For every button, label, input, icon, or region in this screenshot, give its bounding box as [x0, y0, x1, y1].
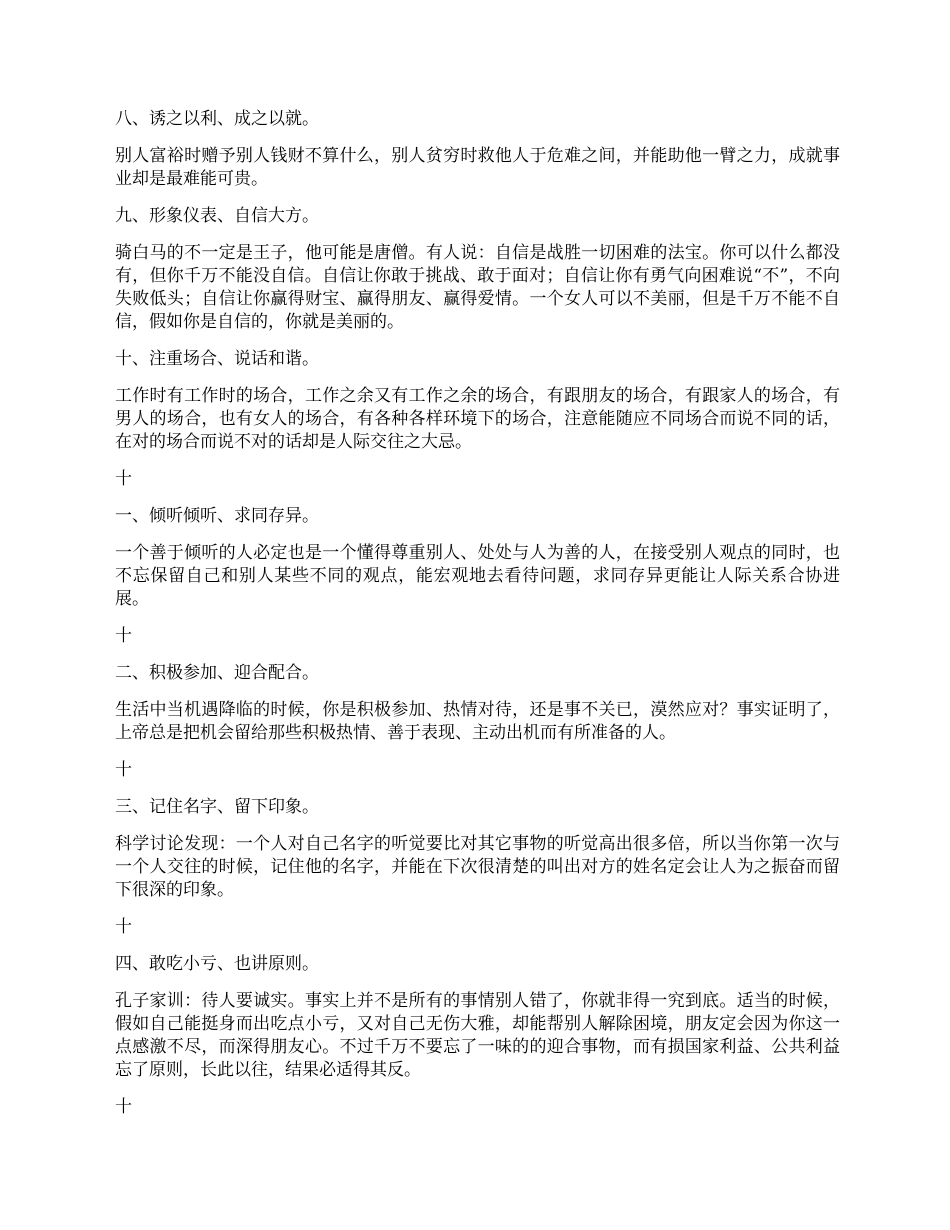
- section-heading: 九、形象仪表、自信大方。: [115, 206, 319, 226]
- section-paragraph: 生活中当机遇降临的时候，你是积极参加、热情对待，还是事不关已，漠然应对？事实证明了，上帝总是把机会留给那些积极热情、善于表现、主动出机而有所准备的人。: [115, 700, 840, 743]
- section-heading: 十、注重场合、说话和谐。: [115, 349, 319, 369]
- section-heading: 三、记住名字、留下印象。: [115, 797, 319, 817]
- section-number-fragment: 十: [115, 626, 132, 646]
- section-heading: 一、倾听倾听、求同存异。: [115, 506, 319, 526]
- section-heading: 四、敢吃小亏、也讲原则。: [115, 954, 319, 974]
- section-paragraph: 一个善于倾听的人必定也是一个懂得尊重别人、处处与人为善的人，在接受别人观点的同时，也不忘保留自己和别人某些不同的观点，能宏观地去看待问题，求同存异更能让人际关系合协进展。: [115, 543, 840, 609]
- section-paragraph: 孔子家训：待人要诚实。事实上并不是所有的事情别人错了，你就非得一究到底。适当的时候，假如自己能挺身而出吃点小亏，又对自己无伤大雅，却能帮别人解除困境，朋友定会因为你这一点感激不尽，而深得朋友心。不过千万不要忘了一味的的迎合事物，而有损国家利益、公共利益忘了原则，长此以往，结果必适得其反。: [115, 991, 840, 1080]
- section-paragraph: 工作时有工作时的场合，工作之余又有工作之余的场合，有跟朋友的场合，有跟家人的场合，有男人的场合，也有女人的场合，有各种各样环境下的场合，注意能随应不同场合而说不同的话，在对的场合而说不对的话却是人际交往之大忌。: [115, 386, 840, 452]
- section-number-fragment: 十: [115, 760, 132, 780]
- section-paragraph: 科学讨论发现：一个人对自己名字的听觉要比对其它事物的听觉高出很多倍，所以当你第一次与一个人交往的时候，记住他的名字，并能在下次很清楚的叫出对方的姓名定会让人为之振奋而留下很深的印象。: [115, 834, 840, 900]
- section-number-fragment: 十: [115, 917, 132, 937]
- document-body: [115, 108, 840, 1133]
- section-paragraph: 骑白马的不一定是王子，他可能是唐僧。有人说：自信是战胜一切困难的法宝。你可以什么都没有，但你千万不能没自信。自信让你敢于挑战、敢于面对；自信让你有勇气向困难说“不”，不向失败低头；自信让你赢得财宝、赢得朋友、赢得爱情。一个女人可以不美丽，但是千万不能不自信，假如你是自信的，你就是美丽的。: [115, 243, 840, 332]
- section-heading: 二、积极参加、迎合配合。: [115, 663, 319, 683]
- section-paragraph: 别人富裕时赠予别人钱财不算什么，别人贫穷时救他人于危难之间，并能助他一臂之力，成就事业却是最难能可贵。: [115, 146, 840, 189]
- section-number-fragment: 十: [115, 469, 132, 489]
- section-number-fragment: 十: [115, 1097, 132, 1117]
- section-heading: 八、诱之以利、成之以就。: [115, 109, 319, 129]
